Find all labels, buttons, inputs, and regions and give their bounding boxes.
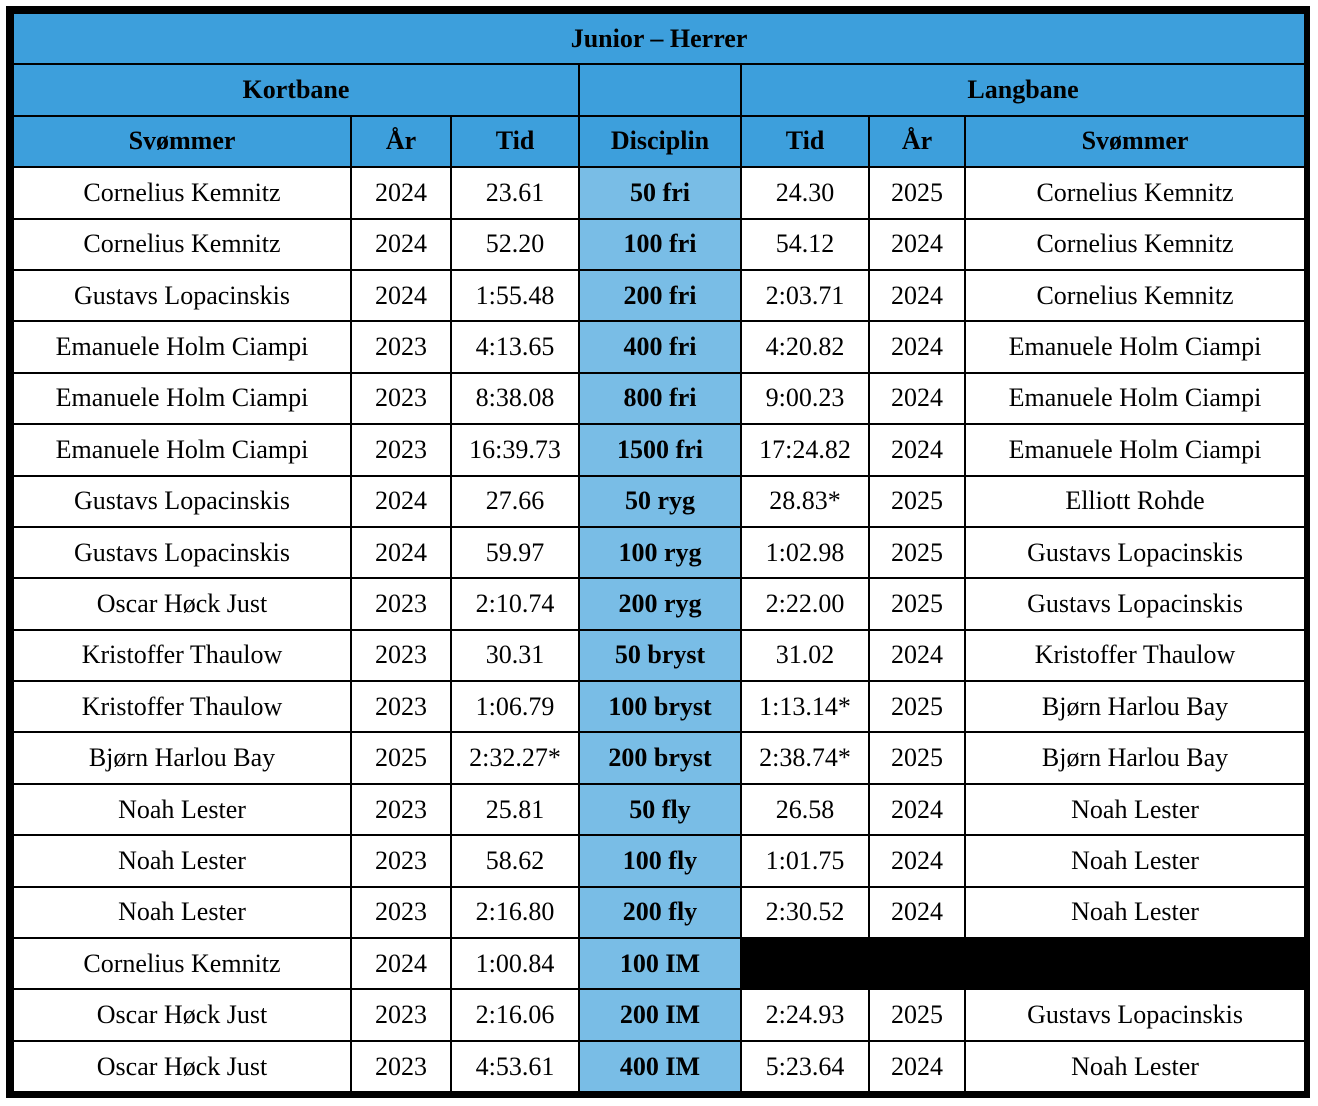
- section-langbane: Langbane: [741, 64, 1305, 115]
- langbane-swimmer-cell: Cornelius Kemnitz: [965, 219, 1305, 270]
- kortbane-swimmer-cell: Oscar Høck Just: [13, 1041, 351, 1092]
- discipline-cell: 200 fly: [579, 887, 741, 938]
- langbane-time-cell: 1:13.14*: [741, 681, 869, 732]
- kortbane-year-cell: 2023: [351, 424, 451, 475]
- langbane-time-cell: 17:24.82: [741, 424, 869, 475]
- kortbane-year-cell: 2023: [351, 321, 451, 372]
- discipline-cell: 400 IM: [579, 1041, 741, 1092]
- table-row: [13, 732, 1305, 783]
- kortbane-time-cell: 2:10.74: [451, 578, 579, 629]
- langbane-year-cell: 2025: [869, 989, 965, 1040]
- kortbane-swimmer-cell: Noah Lester: [13, 887, 351, 938]
- kortbane-swimmer-cell: Cornelius Kemnitz: [13, 167, 351, 218]
- table-row: [13, 630, 1305, 681]
- langbane-year-cell: 2024: [869, 784, 965, 835]
- langbane-time-cell: 4:20.82: [741, 321, 869, 372]
- kortbane-time-cell: 2:16.06: [451, 989, 579, 1040]
- langbane-year-cell: 2024: [869, 835, 965, 886]
- table-row: [13, 681, 1305, 732]
- discipline-cell: 50 fly: [579, 784, 741, 835]
- kortbane-year-cell: 2024: [351, 167, 451, 218]
- langbane-swimmer-cell: Noah Lester: [965, 1041, 1305, 1092]
- langbane-swimmer-cell: Emanuele Holm Ciampi: [965, 373, 1305, 424]
- table-row: [13, 424, 1305, 475]
- langbane-year-cell: 2024: [869, 1041, 965, 1092]
- table-row: [13, 527, 1305, 578]
- langbane-time-cell: 2:22.00: [741, 578, 869, 629]
- langbane-year-cell: 2024: [869, 270, 965, 321]
- langbane-year-cell: 2025: [869, 578, 965, 629]
- kortbane-year-cell: 2023: [351, 630, 451, 681]
- kortbane-time-cell: 4:53.61: [451, 1041, 579, 1092]
- langbane-time-cell: 5:23.64: [741, 1041, 869, 1092]
- kortbane-swimmer-cell: Emanuele Holm Ciampi: [13, 424, 351, 475]
- col-header-right-year: År: [869, 116, 965, 167]
- discipline-cell: 200 ryg: [579, 578, 741, 629]
- table-title: Junior – Herrer: [13, 13, 1305, 64]
- kortbane-swimmer-cell: Gustavs Lopacinskis: [13, 270, 351, 321]
- kortbane-year-cell: 2023: [351, 784, 451, 835]
- langbane-empty-cell: [741, 938, 1305, 989]
- col-header-right-time: Tid: [741, 116, 869, 167]
- discipline-cell: 100 bryst: [579, 681, 741, 732]
- kortbane-swimmer-cell: Gustavs Lopacinskis: [13, 527, 351, 578]
- section-middle: [579, 64, 741, 115]
- langbane-time-cell: 24.30: [741, 167, 869, 218]
- table-row: [13, 578, 1305, 629]
- langbane-swimmer-cell: Gustavs Lopacinskis: [965, 527, 1305, 578]
- langbane-year-cell: 2024: [869, 219, 965, 270]
- langbane-year-cell: 2025: [869, 732, 965, 783]
- kortbane-year-cell: 2024: [351, 527, 451, 578]
- kortbane-time-cell: 1:00.84: [451, 938, 579, 989]
- langbane-time-cell: 28.83*: [741, 476, 869, 527]
- langbane-swimmer-cell: Bjørn Harlou Bay: [965, 681, 1305, 732]
- col-header-left-swimmer: Svømmer: [13, 116, 351, 167]
- col-header-left-year: År: [351, 116, 451, 167]
- kortbane-year-cell: 2023: [351, 578, 451, 629]
- table-row: [13, 373, 1305, 424]
- discipline-cell: 800 fri: [579, 373, 741, 424]
- kortbane-year-cell: 2023: [351, 989, 451, 1040]
- table-row: [13, 270, 1305, 321]
- discipline-cell: 200 IM: [579, 989, 741, 1040]
- langbane-time-cell: 2:38.74*: [741, 732, 869, 783]
- kortbane-time-cell: 30.31: [451, 630, 579, 681]
- table-row: [13, 835, 1305, 886]
- langbane-time-cell: 31.02: [741, 630, 869, 681]
- kortbane-year-cell: 2023: [351, 373, 451, 424]
- kortbane-swimmer-cell: Oscar Høck Just: [13, 578, 351, 629]
- kortbane-time-cell: 27.66: [451, 476, 579, 527]
- langbane-year-cell: 2025: [869, 681, 965, 732]
- langbane-time-cell: 2:30.52: [741, 887, 869, 938]
- discipline-cell: 100 IM: [579, 938, 741, 989]
- table-row: [13, 476, 1305, 527]
- kortbane-time-cell: 2:16.80: [451, 887, 579, 938]
- discipline-cell: 50 bryst: [579, 630, 741, 681]
- kortbane-swimmer-cell: Emanuele Holm Ciampi: [13, 321, 351, 372]
- kortbane-time-cell: 2:32.27*: [451, 732, 579, 783]
- records-table: [12, 12, 1306, 1093]
- kortbane-swimmer-cell: Gustavs Lopacinskis: [13, 476, 351, 527]
- discipline-cell: 1500 fri: [579, 424, 741, 475]
- kortbane-time-cell: 23.61: [451, 167, 579, 218]
- section-row: [13, 64, 1305, 115]
- kortbane-swimmer-cell: Kristoffer Thaulow: [13, 630, 351, 681]
- langbane-time-cell: 2:24.93: [741, 989, 869, 1040]
- kortbane-swimmer-cell: Cornelius Kemnitz: [13, 938, 351, 989]
- table-row: [13, 321, 1305, 372]
- discipline-cell: 200 bryst: [579, 732, 741, 783]
- langbane-time-cell: 1:02.98: [741, 527, 869, 578]
- kortbane-year-cell: 2023: [351, 1041, 451, 1092]
- col-header-right-swimmer: Svømmer: [965, 116, 1305, 167]
- kortbane-time-cell: 4:13.65: [451, 321, 579, 372]
- col-header-discipline: Disciplin: [579, 116, 741, 167]
- kortbane-time-cell: 25.81: [451, 784, 579, 835]
- kortbane-time-cell: 8:38.08: [451, 373, 579, 424]
- langbane-swimmer-cell: Emanuele Holm Ciampi: [965, 424, 1305, 475]
- langbane-time-cell: 2:03.71: [741, 270, 869, 321]
- langbane-swimmer-cell: Noah Lester: [965, 887, 1305, 938]
- kortbane-time-cell: 1:06.79: [451, 681, 579, 732]
- kortbane-year-cell: 2023: [351, 681, 451, 732]
- table-row: [13, 887, 1305, 938]
- kortbane-time-cell: 1:55.48: [451, 270, 579, 321]
- discipline-cell: 50 ryg: [579, 476, 741, 527]
- discipline-cell: 100 fri: [579, 219, 741, 270]
- kortbane-year-cell: 2024: [351, 938, 451, 989]
- title-row: [13, 13, 1305, 64]
- langbane-year-cell: 2024: [869, 887, 965, 938]
- kortbane-swimmer-cell: Bjørn Harlou Bay: [13, 732, 351, 783]
- kortbane-year-cell: 2023: [351, 835, 451, 886]
- kortbane-year-cell: 2024: [351, 219, 451, 270]
- langbane-swimmer-cell: Gustavs Lopacinskis: [965, 989, 1305, 1040]
- table-row: [13, 989, 1305, 1040]
- langbane-year-cell: 2025: [869, 167, 965, 218]
- langbane-swimmer-cell: Cornelius Kemnitz: [965, 270, 1305, 321]
- langbane-year-cell: 2025: [869, 527, 965, 578]
- table-row: [13, 167, 1305, 218]
- langbane-year-cell: 2024: [869, 424, 965, 475]
- langbane-time-cell: 26.58: [741, 784, 869, 835]
- table-row: [13, 219, 1305, 270]
- kortbane-swimmer-cell: Cornelius Kemnitz: [13, 219, 351, 270]
- kortbane-swimmer-cell: Noah Lester: [13, 835, 351, 886]
- langbane-year-cell: 2025: [869, 476, 965, 527]
- kortbane-year-cell: 2024: [351, 270, 451, 321]
- kortbane-swimmer-cell: Kristoffer Thaulow: [13, 681, 351, 732]
- discipline-cell: 200 fri: [579, 270, 741, 321]
- kortbane-year-cell: 2024: [351, 476, 451, 527]
- kortbane-swimmer-cell: Noah Lester: [13, 784, 351, 835]
- section-kortbane: Kortbane: [13, 64, 579, 115]
- kortbane-swimmer-cell: Emanuele Holm Ciampi: [13, 373, 351, 424]
- table-row: [13, 938, 1305, 989]
- langbane-swimmer-cell: Cornelius Kemnitz: [965, 167, 1305, 218]
- langbane-time-cell: 54.12: [741, 219, 869, 270]
- kortbane-time-cell: 16:39.73: [451, 424, 579, 475]
- discipline-cell: 100 fly: [579, 835, 741, 886]
- discipline-cell: 50 fri: [579, 167, 741, 218]
- discipline-cell: 100 ryg: [579, 527, 741, 578]
- langbane-swimmer-cell: Emanuele Holm Ciampi: [965, 321, 1305, 372]
- col-header-left-time: Tid: [451, 116, 579, 167]
- langbane-year-cell: 2024: [869, 321, 965, 372]
- column-header-row: [13, 116, 1305, 167]
- table-row: [13, 1041, 1305, 1092]
- kortbane-time-cell: 52.20: [451, 219, 579, 270]
- langbane-swimmer-cell: Kristoffer Thaulow: [965, 630, 1305, 681]
- langbane-swimmer-cell: Gustavs Lopacinskis: [965, 578, 1305, 629]
- kortbane-year-cell: 2023: [351, 887, 451, 938]
- langbane-swimmer-cell: Elliott Rohde: [965, 476, 1305, 527]
- kortbane-time-cell: 59.97: [451, 527, 579, 578]
- langbane-year-cell: 2024: [869, 373, 965, 424]
- kortbane-swimmer-cell: Oscar Høck Just: [13, 989, 351, 1040]
- langbane-time-cell: 1:01.75: [741, 835, 869, 886]
- langbane-swimmer-cell: Noah Lester: [965, 835, 1305, 886]
- langbane-swimmer-cell: Bjørn Harlou Bay: [965, 732, 1305, 783]
- discipline-cell: 400 fri: [579, 321, 741, 372]
- langbane-time-cell: 9:00.23: [741, 373, 869, 424]
- kortbane-year-cell: 2025: [351, 732, 451, 783]
- langbane-swimmer-cell: Noah Lester: [965, 784, 1305, 835]
- table-row: [13, 784, 1305, 835]
- kortbane-time-cell: 58.62: [451, 835, 579, 886]
- langbane-year-cell: 2024: [869, 630, 965, 681]
